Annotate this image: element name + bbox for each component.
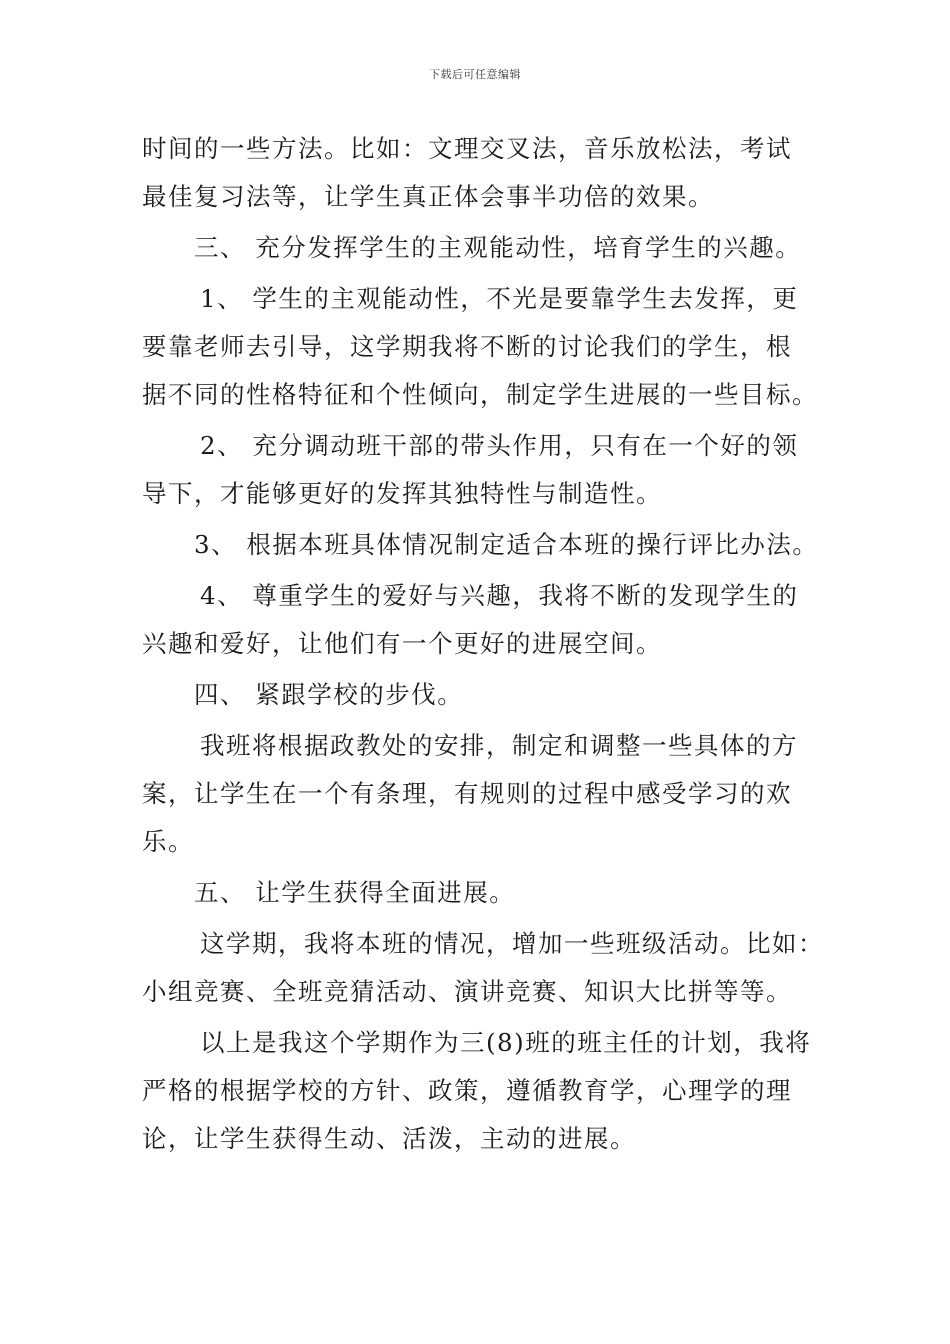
- list-item: [142, 521, 819, 569]
- paragraph: [142, 920, 824, 1016]
- paragraph-line: 论，让学生获得生动、活泼，主动的进展。: [142, 1124, 636, 1153]
- paragraph-line: 最佳复习法等，让学生真正体会事半功倍的效果。: [142, 182, 714, 211]
- list-item: [142, 422, 810, 518]
- section-heading-text: 五、 让学生获得全面进展。: [194, 878, 516, 907]
- section-heading: [142, 671, 810, 719]
- list-item-line: 据不同的性格特征和个性倾向，制定学生进展的一些目标。: [142, 380, 818, 409]
- paragraph: [142, 125, 810, 221]
- section-heading: [142, 224, 810, 272]
- paragraph-line: 严格的根据学校的方针、政策，遵循教育学，心理学的理: [142, 1076, 792, 1105]
- paragraph-line: 以上是我这个学期作为三(8)班的班主任的计划，我将: [200, 1028, 812, 1057]
- list-item: [142, 275, 818, 419]
- paragraph-line: 小组竞赛、全班竞猜活动、演讲竞赛、知识大比拼等等。: [142, 977, 792, 1006]
- list-item-line: 3、 根据本班具体情况制定适合本班的操行评比办法。: [194, 530, 819, 559]
- paragraph-line: 这学期，我将本班的情况，增加一些班级活动。比如：: [200, 929, 824, 958]
- list-item-line: 要靠老师去引导，这学期我将不断的讨论我们的学生，根: [142, 332, 792, 361]
- list-item: [142, 572, 810, 668]
- paragraph-line: 我班将根据政教处的安排，制定和调整一些具体的方: [200, 731, 798, 760]
- list-item-line: 1、 学生的主观能动性，不光是要靠学生去发挥，更: [200, 284, 799, 313]
- page-header: 下载后可任意编辑: [429, 68, 521, 81]
- list-item-line: 导下，才能够更好的发挥其独特性与制造性。: [142, 479, 662, 508]
- list-item-line: 2、 充分调动班干部的带头作用，只有在一个好的领: [200, 431, 799, 460]
- section-heading-text: 三、 充分发挥学生的主观能动性，培育学生的兴趣。: [194, 233, 802, 262]
- section-heading-text: 四、 紧跟学校的步伐。: [194, 680, 464, 709]
- paragraph-line: 乐。: [142, 827, 194, 856]
- section-heading: [142, 869, 810, 917]
- paragraph-line: 时间的一些方法。比如：文理交叉法，音乐放松法，考试: [142, 134, 792, 163]
- list-item-line: 兴趣和爱好，让他们有一个更好的进展空间。: [142, 629, 662, 658]
- document-body: [142, 125, 824, 1163]
- list-item-line: 4、 尊重学生的爱好与兴趣，我将不断的发现学生的: [200, 581, 799, 610]
- paragraph: [142, 722, 810, 866]
- paragraph: [142, 1019, 810, 1163]
- paragraph-line: 案，让学生在一个有条理，有规则的过程中感受学习的欢: [142, 779, 792, 808]
